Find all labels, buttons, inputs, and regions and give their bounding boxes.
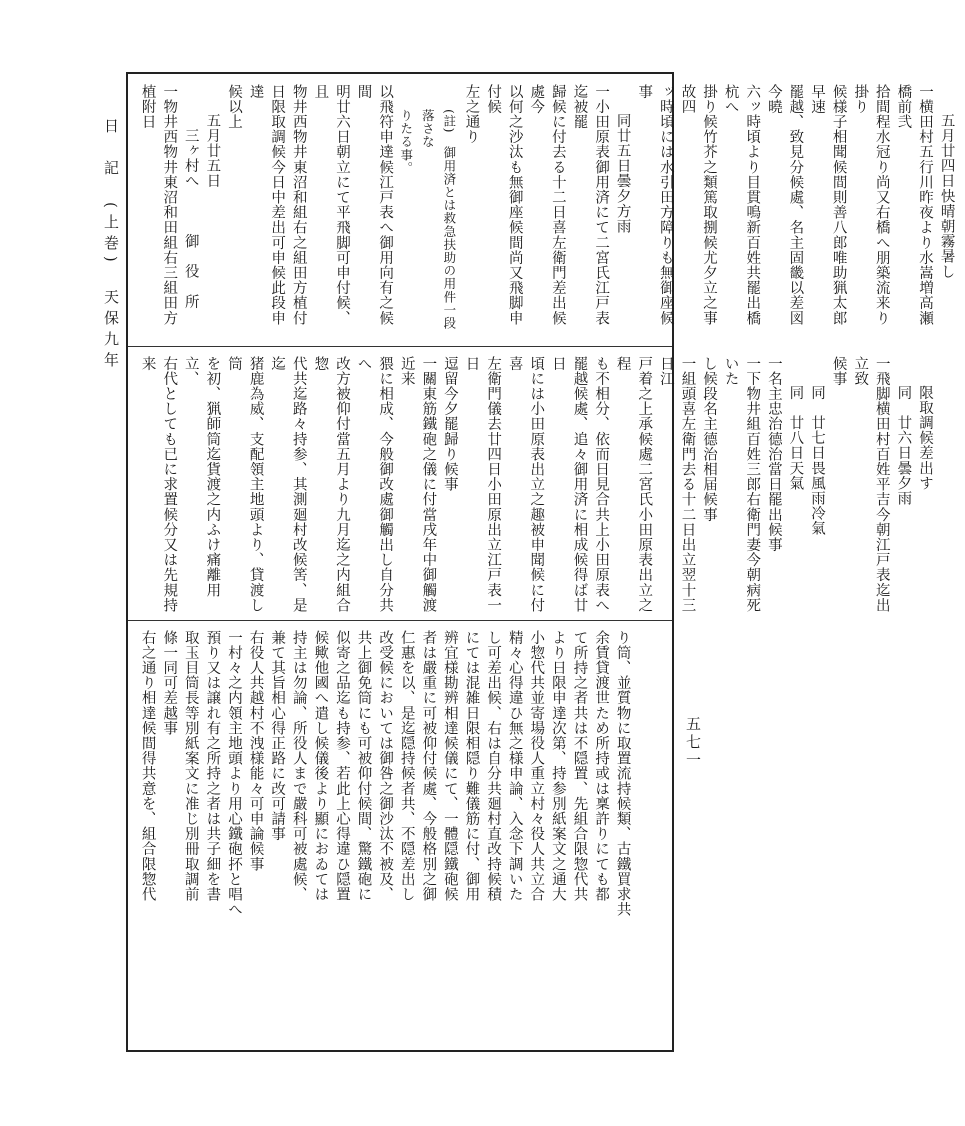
page-number: 五七一 [684,716,702,770]
text-line: 辨宜様勘辨相達候儀にて、一體隠鐵砲候 [441,630,458,902]
tier-bottom [128,620,672,1052]
text-line: 拾間程水冠り尚又右橋へ朋築流来り掛り [852,84,890,326]
text-line: 逗留今夕罷歸り候事 [441,356,458,492]
text-line: 右代としても已に求置候分又は先規持来 [139,356,178,613]
text-line: 共上御免筒にも可被仰付候間、驚鐵砲に [355,630,372,902]
text-line: し可差出候、右は自分共廻村直改持候積 [485,630,502,902]
text-line: 物井西物井東沼和組右之組田方植付 [290,84,307,326]
text-line: 五月廿五日 [204,113,221,189]
text-line: 罷越、致見分候處、名主固畿以差図今曉 [765,84,804,326]
text-line: 右役人共越村不洩様能々可申論候事 [247,630,264,872]
text-line: 一横田村五行川昨夜より水嵩増高瀬橋前弐 [895,84,933,326]
text-line: 條一同可差越事 [161,630,178,736]
text-line: 同 廿六日曇夕雨 [895,385,912,506]
tier-middle-text [128,346,943,620]
text-line: (註) 御用済とは救急扶助の用件一段落さな [420,109,457,330]
text-line: 猪鹿為威、支配領主地頭より、貸渡し筒 [225,356,264,613]
text-line: りたる事。 [398,109,414,175]
text-line: 三ヶ村へ 御 役 所 [182,127,199,309]
text-line: 五月廿四日快晴朝霧暑し [938,113,955,280]
text-line: 右之通り相達候間得共意を、組合限惣代 [139,630,156,902]
text-line: 罷越候處、追々御用済に相成候得ば廿日 [549,356,588,613]
text-line: 候事 [830,356,847,387]
text-line: 候以上 [225,84,242,130]
text-line: も不相分、依而日見合共上小田原表へ [593,356,610,613]
text-line: 候様子相聞候間則善八郎唯助猟太郎早速 [809,84,847,326]
text-line: り筒、並質物に取置流持候類、古鐵買求共 [614,630,631,917]
text-line: 者は嚴重に可被仰付候處、今般格別之御 [420,630,437,902]
text-line: 持主は勿論、所役人まで嚴科可被處候、 [290,630,307,902]
text-line: し候段名主德治相届候事 [701,356,718,523]
text-line: 一關東筋鐵砲之儀に付當戌年中御觸渡近来 [398,356,437,613]
text-line: 改方被仰付當五月より九月迄之内組合惣 [312,356,350,613]
text-line: 以飛符申達候江戸表へ御用向有之候間 [355,84,394,326]
text-line: 預り又は譲れ有之所持之者は共子細を書 [204,630,221,902]
text-line: 戸着之上承候處二宮氏小田原表出立之程 [614,356,653,613]
margin-running-title: 日 記 (上巻) 天保九年 [102,118,120,373]
text-line: 日限取調候今日中差出可申候此段申達 [247,84,286,326]
text-line: 同廿五日曇夕方雨 [614,113,631,234]
text-line: ッ時頃には水引田方障りも無御座候事 [636,84,674,326]
text-line: 一下物井組百姓三郎右衛門妻今朝病死いた [722,356,761,613]
text-line: て所持之者共は不隠置、先組合限惣代共 [571,630,588,902]
text-line: 左之通り [463,84,480,145]
text-line: 一名主忠治德治當日罷出候事 [765,356,782,553]
text-line: 一組頭喜左衛門去る十二日出立翌十三日江 [657,356,696,613]
text-line: 掛り候竹芥之類篤取捌候尤夕立之事故四 [679,84,718,326]
text-line: 一村々之内領主地頭より用心鐵砲抔と唱へ [225,630,242,917]
text-line: 改受候においては御咎之御沙汰不被及、 [377,630,394,902]
text-line: 小惣代共並寄場役人重立村々役人共立合 [528,630,545,902]
text-line: 限取調候差出す [916,385,933,491]
text-line: 左衛門儀去廿四日小田原出立江戸表一日 [463,356,502,613]
text-line: 仁惠を以、是迄隠持候者共、不隠差出し [398,630,415,902]
text-line: 兼て其旨相心得正路に改可請事 [269,630,286,842]
text-line: 精々心得違ひ無之様申論、入念下調いた [506,630,523,902]
tier-top-text [128,74,965,346]
tier-bottom-text [128,620,641,1052]
text-line: 候歟他國へ遣し候儀後より顯におゐては [312,630,329,902]
text-line: を初、猟師筒迄貨渡之内ふけ痛離用立、 [182,356,221,598]
text-line: 取玉目筒長等別紙案文に准じ別冊取調前 [182,630,199,902]
text-line: 頃には小田原表出立之趣被申聞候に付喜 [506,356,545,613]
text-line: 歸候に付去る十二日喜左衛門差出候處今 [528,84,566,326]
text-line: にては混雑日限相隠り難儀筋に付、御用 [463,630,480,902]
text-line: 一飛脚横田村百姓平吉今朝江戸表迄出立致 [852,356,890,613]
text-line: 以何之沙汰も無御座候間尚又飛脚申付候 [485,84,523,326]
tier-middle [128,346,933,621]
text-line: 一小田原表御用済にて二宮氏江戸表迄被罷 [571,84,610,326]
text-line: 猥に相成、今般御改處御觸出し自分共へ [355,356,394,613]
tier-top [128,74,955,347]
text-line: 六ッ時頃より目貫鳴新百姓共罷出橋杭へ [722,84,761,326]
text-line: 同 廿七日畏風雨冷氣 [809,385,825,536]
text-line: 代共迄路々持参、其測廻村改候筈、是迄 [269,356,307,613]
text-line: 同 廿八日天氣 [787,385,804,491]
text-line: 余賃貸渡世ため所持或は稟許りにても都 [593,630,610,902]
text-line: 一物井西物井東沼和田組右三組田方植附日 [139,84,178,326]
text-line: より日限申達次第、持参別紙案文之通大 [549,630,566,902]
text-line: 明廿六日朝立にて平飛脚可申付候、且 [312,84,350,326]
text-line: 似寄之品迄も持参、若此上心得違ひ隠置 [333,630,350,902]
